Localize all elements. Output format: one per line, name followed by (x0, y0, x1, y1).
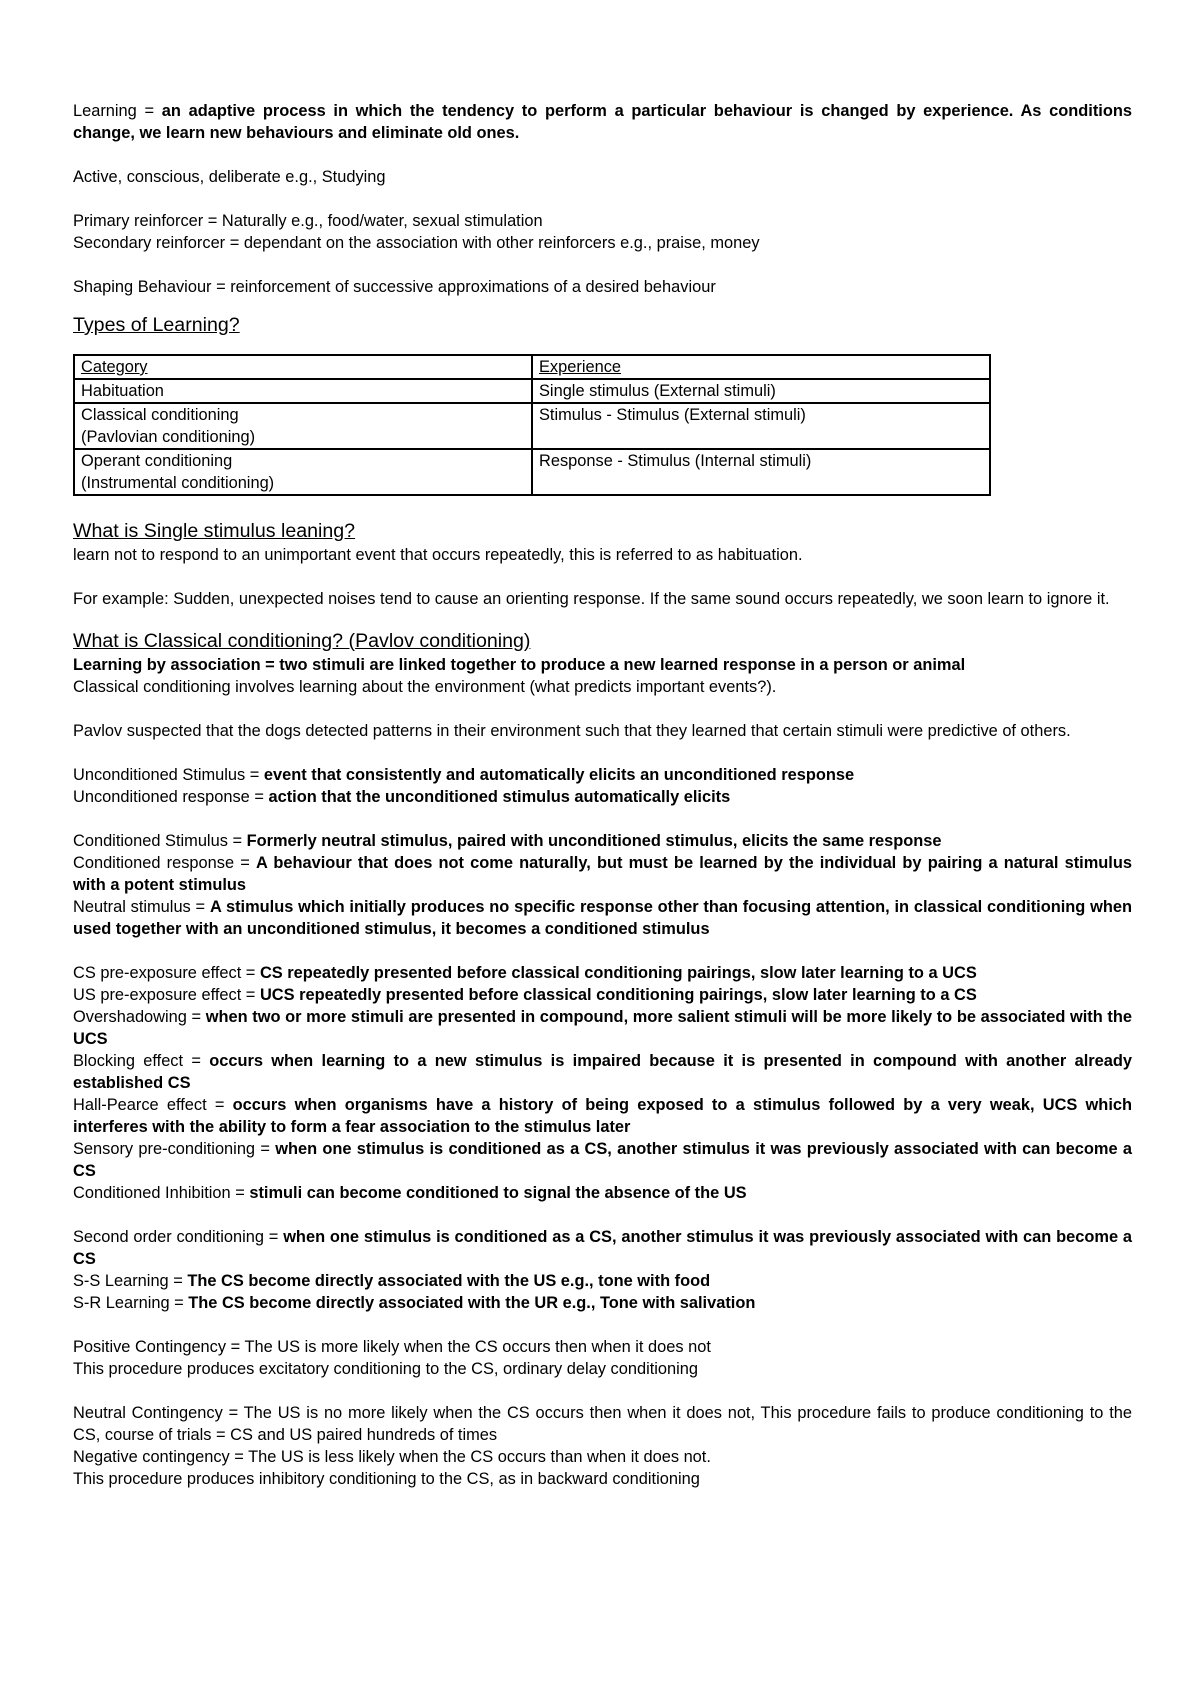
active-line: Active, conscious, deliberate e.g., Studying (73, 168, 386, 186)
positive-contingency: Positive Contingency = The US is more likely when the CS occurs then when it does not (73, 1338, 711, 1356)
order-definitions (73, 1226, 1132, 1314)
learning-def: an adaptive process in which the tendency to perform a particular behaviour is changed by experience. As conditions change, we learn new behaviours and eliminate old ones. (73, 102, 1132, 142)
negative-procedure: This procedure produces inhibitory conditioning to the CS, as in backward conditioning (73, 1470, 700, 1488)
definition-item: CS pre-exposure effect = CS repeatedly presented before classical conditioning pairings, slow later learning to a UCS (73, 964, 977, 982)
definition-item: Conditioned Inhibition = stimuli can become conditioned to signal the absence of the US (73, 1184, 747, 1202)
single-example: For example: Sudden, unexpected noises tend to cause an orienting response. If the same sound occurs repeatedly, we soon learn to ignore it. (73, 590, 1110, 608)
primary-reinforcer: Primary reinforcer = Naturally e.g., food/water, sexual stimulation (73, 212, 543, 230)
definition-item: Conditioned Stimulus = Formerly neutral stimulus, paired with unconditioned stimulus, elicits the same response (73, 832, 942, 850)
conditioned-definitions (73, 830, 1132, 940)
definition-item: Hall-Pearce effect = occurs when organisms have a history of being exposed to a stimulus followed by a very weak, UCS which interferes with the ability to form a fear association to the stimulus later (73, 1096, 1132, 1136)
secondary-reinforcer: Secondary reinforcer = dependant on the association with other reinforcers e.g., praise, money (73, 234, 760, 252)
definition-item: Neutral stimulus = A stimulus which initially produces no specific response other than focusing attention, in classical conditioning when used together with an unconditioned stimulus, it becomes a conditioned stimulus (73, 898, 1132, 938)
classical-involves: Classical conditioning involves learning about the environment (what predicts important events?). (73, 678, 777, 696)
unconditioned-definitions (73, 764, 1132, 808)
definition-item: Unconditioned response = action that the unconditioned stimulus automatically elicits (73, 788, 731, 806)
cell-experience: Response - Stimulus (Internal stimuli) (532, 449, 990, 495)
definition-item: S-R Learning = The CS become directly associated with the UR e.g., Tone with salivation (73, 1294, 756, 1312)
table-row (74, 379, 990, 403)
learning-term: Learning = (73, 102, 162, 120)
single-heading: What is Single stimulus leaning? (73, 520, 356, 542)
positive-procedure: This procedure produces excitatory conditioning to the CS, ordinary delay conditioning (73, 1360, 699, 1378)
classical-bold-def: Learning by association = two stimuli are linked together to produce a new learned response in a person or animal (73, 656, 966, 674)
cell-experience: Single stimulus (External stimuli) (532, 379, 990, 403)
header-category: Category (74, 355, 532, 379)
learning-definition (73, 100, 1132, 144)
document-page (73, 100, 1132, 1490)
types-table (73, 354, 991, 496)
contingency-section (73, 1336, 1132, 1490)
definition-item: Unconditioned Stimulus = event that consistently and automatically elicits an unconditioned response (73, 766, 855, 784)
classical-heading: What is Classical conditioning? (Pavlov conditioning) (73, 630, 531, 652)
table-row (74, 449, 990, 495)
shaping-behaviour: Shaping Behaviour = reinforcement of successive approximations of a desired behaviour (73, 278, 716, 296)
types-heading: Types of Learning? (73, 314, 240, 336)
definition-item: Second order conditioning = when one stimulus is conditioned as a CS, another stimulus it was previously associated with can become a CS (73, 1228, 1132, 1268)
pavlov-paragraph: Pavlov suspected that the dogs detected patterns in their environment such that they learned that certain stimuli were predictive of others. (73, 722, 1071, 740)
header-experience: Experience (532, 355, 990, 379)
effects-definitions (73, 962, 1132, 1204)
neutral-contingency: Neutral Contingency = The US is no more likely when the CS occurs then when it does not, This procedure fails to produce conditioning to the CS, course of trials = CS and US paired hundreds of times (73, 1404, 1132, 1444)
single-line: learn not to respond to an unimportant event that occurs repeatedly, this is referred to as habituation. (73, 546, 803, 564)
cell-category: Habituation (74, 379, 532, 403)
cell-experience: Stimulus - Stimulus (External stimuli) (532, 403, 990, 449)
definition-item: Overshadowing = when two or more stimuli are presented in compound, more salient stimuli will be more likely to be associated with the UCS (73, 1008, 1132, 1048)
definition-item: Conditioned response = A behaviour that does not come naturally, but must be learned by the individual by pairing a natural stimulus with a potent stimulus (73, 854, 1132, 894)
table-header-row (74, 355, 990, 379)
cell-category: Classical conditioning (Pavlovian conditioning) (74, 403, 532, 449)
table-row (74, 403, 990, 449)
definition-item: US pre-exposure effect = UCS repeatedly presented before classical conditioning pairings, slow later learning to a CS (73, 986, 977, 1004)
cell-category: Operant conditioning (Instrumental conditioning) (74, 449, 532, 495)
definition-item: Sensory pre-conditioning = when one stimulus is conditioned as a CS, another stimulus it was previously associated with can become a CS (73, 1140, 1132, 1180)
definition-item: Blocking effect = occurs when learning to a new stimulus is impaired because it is presented in compound with another already established CS (73, 1052, 1132, 1092)
definition-item: S-S Learning = The CS become directly associated with the US e.g., tone with food (73, 1272, 711, 1290)
negative-contingency: Negative contingency = The US is less likely when the CS occurs than when it does not. (73, 1448, 711, 1466)
